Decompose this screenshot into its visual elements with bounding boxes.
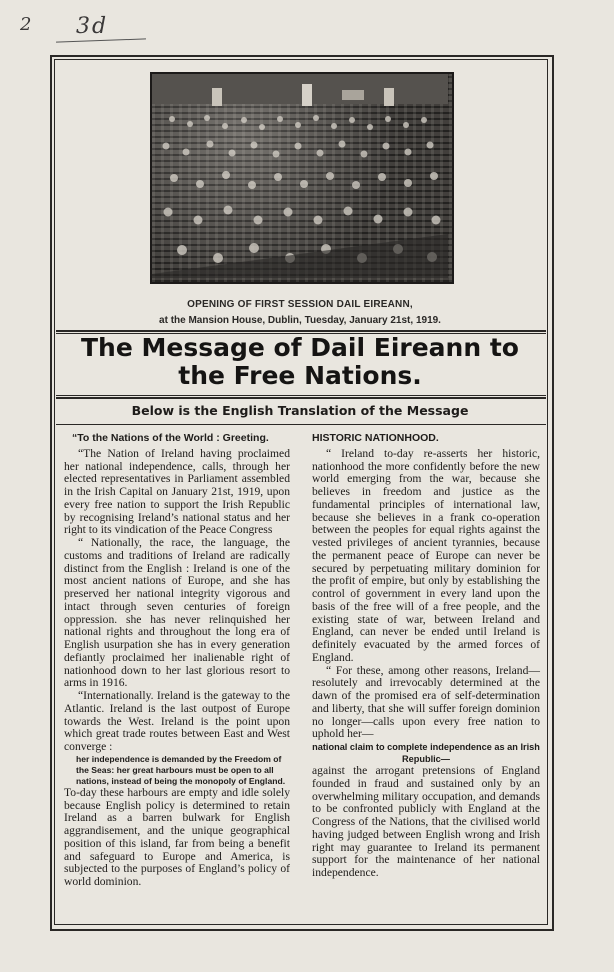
divider-rule (56, 330, 546, 332)
greeting: “To the Nations of the World : Greeting. (72, 432, 269, 444)
photo-caption-location: at the Mansion House, Dublin, Tuesday, January 21st, 1919. (159, 315, 441, 326)
bold-passage: national claim to complete independence as an Irish Republic— (312, 742, 540, 764)
divider-rule (56, 395, 546, 396)
paragraph: “ For these, among other reasons, Ireland—resolutely and irrevocably determined at the dawn of the promised era of self-determination and liberty, that she will suffer foreign dominion no longer—calls upon every free nation to uphold her— (312, 663, 540, 741)
crowd-photograph-texture (152, 74, 448, 278)
bold-passage: her independence is demanded by the Freedom of the Seas: her great harbours must be open to all nations, instead of being the monopoly of England. (76, 753, 286, 786)
paragraph: “ Nationally, the race, the language, the customs and traditions of Ireland are radically distinct from the English : Ireland is one of the most ancient nations of Europe, and she has preserved her national integrity vigorous and intact through seven centuries of foreign oppression. she has never relinquished her national rights and throughout the long era of English usurpation she has in every generation defiantly proclaimed her inalienable right of nationhood down to her last glorious resort to arms in 1916. (64, 536, 290, 690)
paragraph: “Internationally. Ireland is the gateway to the Atlantic. Ireland is the last outpost of Europe towards the West. Ireland is the point upon which great trade routes between East and West converge : (64, 689, 290, 753)
paragraph: against the arrogant pretensions of England founded in fraud and sustained only by an overwhelming military occupation, and demands to be confronted publicly with England at the Congress of the Nations, that the civilised world having judged between English wrong and Irish right may guarantee to Ireland its permanent support for the maintenance of her national independence. (312, 764, 540, 879)
photo-caption-title: OPENING OF FIRST SESSION DAIL EIREANN, (187, 299, 413, 310)
paragraph: To-day these harbours are empty and idle solely because English policy is determined to retain Ireland as a barren bulwark for English aggrandisement, and the unique geographical position of this island, far from being a benefit and safeguard to Europe and America, is subjected to the purposes of England’s policy of world dominion. (64, 785, 290, 888)
headline (60, 334, 540, 390)
crowd-photograph (150, 72, 454, 284)
headline-line-2: the Free Nations. (178, 361, 422, 390)
divider-rule (56, 424, 546, 425)
left-column (64, 432, 290, 889)
handwritten-annotation-right: 3d (76, 14, 109, 39)
paragraph: “ Ireland to-day re-asserts her historic, nationhood the more confidently before the new world emerging from the war, because she believes in freedom and justice as the fundamental principles of international law, because she believes in a frank co-operation between the peoples for equal rights against the vested privileges of ancient tyrannies, because the permanent peace of Europe can never be secured by perpetuating military dominion for the profit of empire, but only by establishing the control of government in every land upon the basis of the free will of a free people, and the existing state of war, between Ireland and England, can never be ended until Ireland is definitely evacuated by the armed forces of England. (312, 446, 540, 664)
right-column (312, 432, 540, 880)
subheading: Below is the English Translation of the Message (131, 403, 469, 418)
handwritten-annotation-left: 2 (20, 14, 32, 35)
section-heading: HISTORIC NATIONHOOD. (312, 432, 439, 444)
headline-line-1: The Message of Dail Eireann to (81, 333, 519, 362)
divider-rule (56, 397, 546, 399)
paragraph: “The Nation of Ireland having proclaimed her national independence, calls, through her elected representatives in Parliament assembled in the Irish Capital on January 21st, 1919, upon every free nation to support the Irish Republic by recognising Ireland’s national status and her right to its vindication of the Peace Congress (64, 446, 290, 537)
